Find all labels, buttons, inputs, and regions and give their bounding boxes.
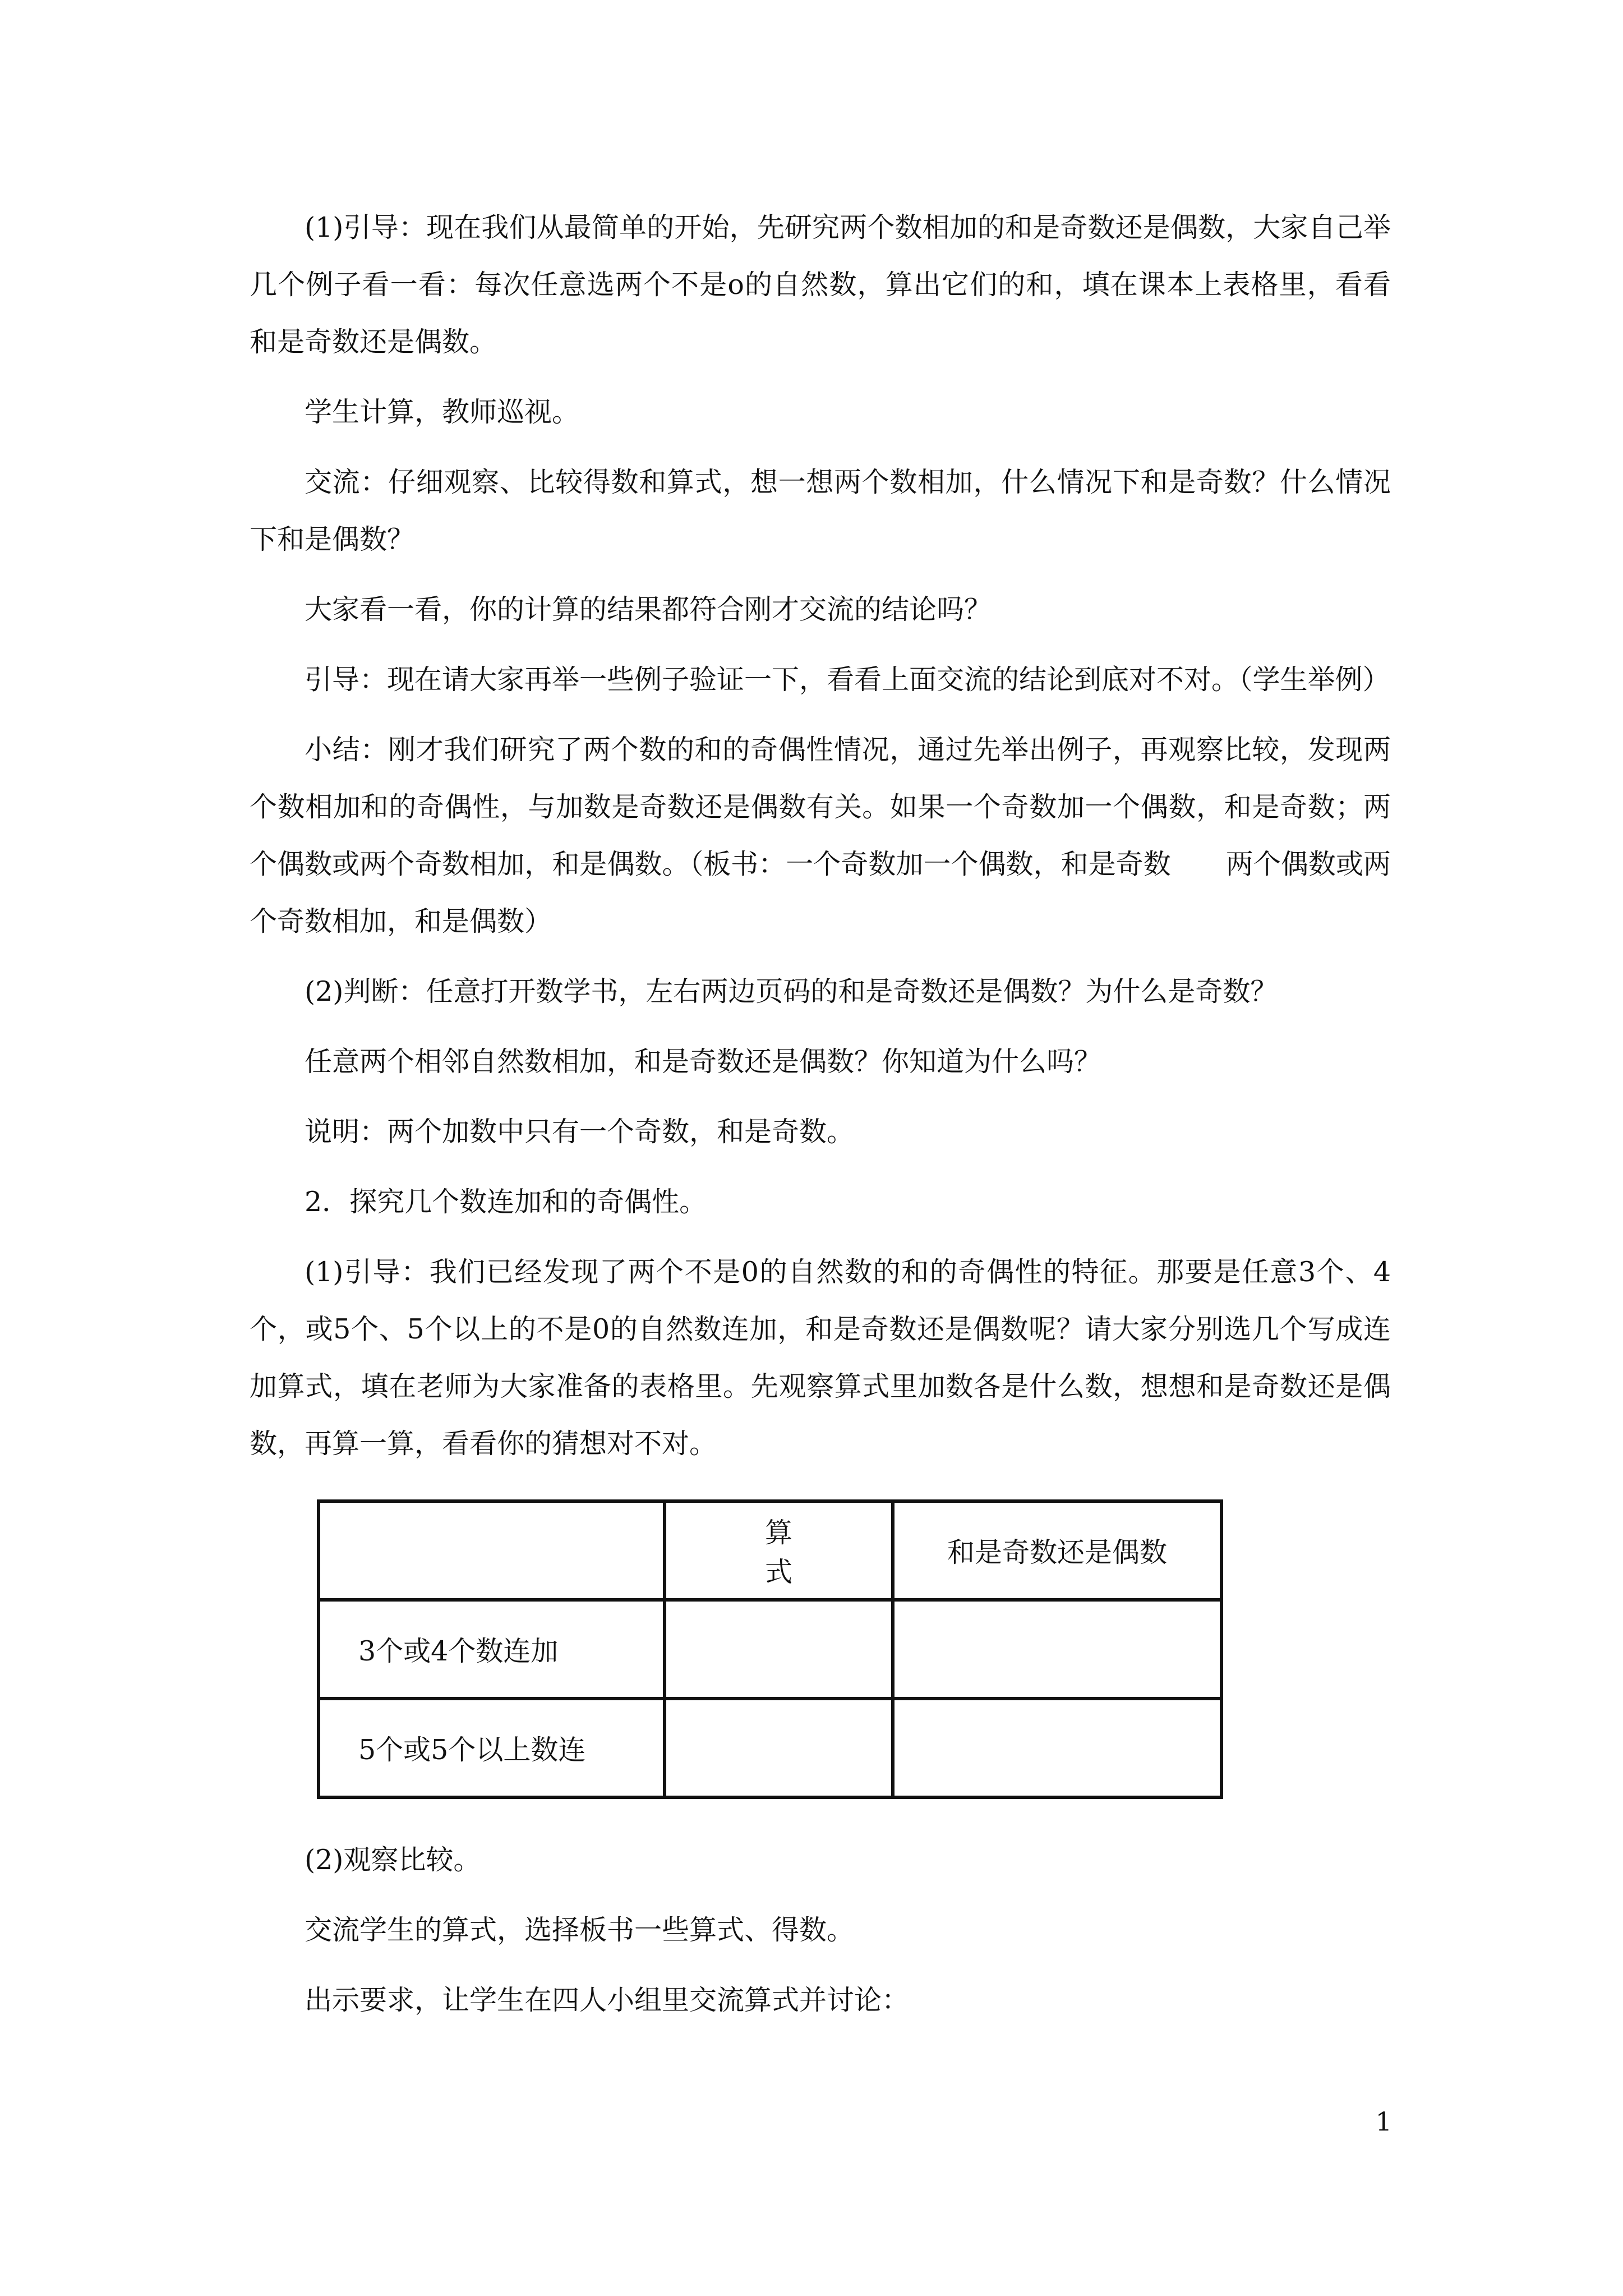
table-row-label: 3个或4个数连加 [319, 1600, 665, 1699]
table-row [319, 1600, 1221, 1699]
table-cell-formula[interactable] [665, 1600, 893, 1699]
paragraph-exchange-formulas: 交流学生的算式，选择板书一些算式、得数。 [305, 1914, 855, 1946]
paragraph-verify: 引导：现在请大家再举一些例子验证一下，看看上面交流的结论到底对不对。（学生举例） [305, 664, 1390, 696]
section-heading-explore: 2．探究几个数连加和的奇偶性。 [305, 1186, 707, 1218]
paragraph-observe: (2)观察比较。 [305, 1844, 481, 1876]
table-header-cell-formula: 算式 [665, 1501, 893, 1600]
parity-table-wrap [317, 1499, 1220, 1799]
page-number: 1 [1375, 2106, 1392, 2137]
paragraph-check-result: 大家看一看，你的计算的结果都符合刚才交流的结论吗？ [305, 593, 992, 625]
table-cell-formula[interactable] [665, 1699, 893, 1797]
paragraph-adjacent: 任意两个相邻自然数相加，和是奇数还是偶数？你知道为什么吗？ [305, 1046, 1102, 1078]
paragraph-exchange: 交流：仔细观察、比较得数和算式，想一想两个数相加，什么情况下和是奇数？什么情况下和是偶数？ [250, 466, 1391, 555]
paragraph-group-discussion: 出示要求，让学生在四人小组里交流算式并讨论： [305, 1984, 910, 2016]
paragraph-student-calc: 学生计算，教师巡视。 [305, 396, 580, 428]
table-cell-parity[interactable] [893, 1600, 1221, 1699]
table-row [319, 1699, 1221, 1797]
parity-table [317, 1499, 1223, 1799]
document-body [250, 199, 1391, 2042]
paragraph-guide-two-sum: (1)引导：现在我们从最简单的开始，先研究两个数相加的和是奇数还是偶数，大家自己举几个例子看一看：每次任意选两个不是ο的自然数，算出它们的和，填在课本上表格里，看看和是奇数还是偶数。 [250, 211, 1391, 358]
table-header-cell-empty [319, 1501, 665, 1600]
paragraph-guide-multi-sum: (1)引导：我们已经发现了两个不是0的自然数的和的奇偶性的特征。那要是任意3个、4个，或5个、5个以上的不是0的自然数连加，和是奇数还是偶数呢？请大家分别选几个写成连加算式，填在老师为大家准备的表格里。先观察算式里加数各是什么数，想想和是奇数还是偶数，再算一算，看看你的猜想对不对。 [250, 1256, 1391, 1460]
paragraph-summary: 小结：刚才我们研究了两个数的和的奇偶性情况，通过先举出例子，再观察比较，发现两个数相加和的奇偶性，与加数是奇数还是偶数有关。如果一个奇数加一个偶数，和是奇数；两个偶数或两个奇数相加，和是偶数。（板书：一个奇数加一个偶数，和是奇数 两个偶数或两个奇数相加，和是偶数） [250, 734, 1391, 937]
paragraph-explain: 说明：两个加数中只有一个奇数，和是奇数。 [305, 1116, 855, 1148]
paragraph-judge: (2)判断：任意打开数学书，左右两边页码的和是奇数还是偶数？为什么是奇数？ [305, 976, 1278, 1007]
table-header-row [319, 1501, 1221, 1600]
table-header-cell-parity: 和是奇数还是偶数 [893, 1501, 1221, 1600]
table-row-label: 5个或5个以上数连 [319, 1699, 665, 1797]
table-cell-parity[interactable] [893, 1699, 1221, 1797]
